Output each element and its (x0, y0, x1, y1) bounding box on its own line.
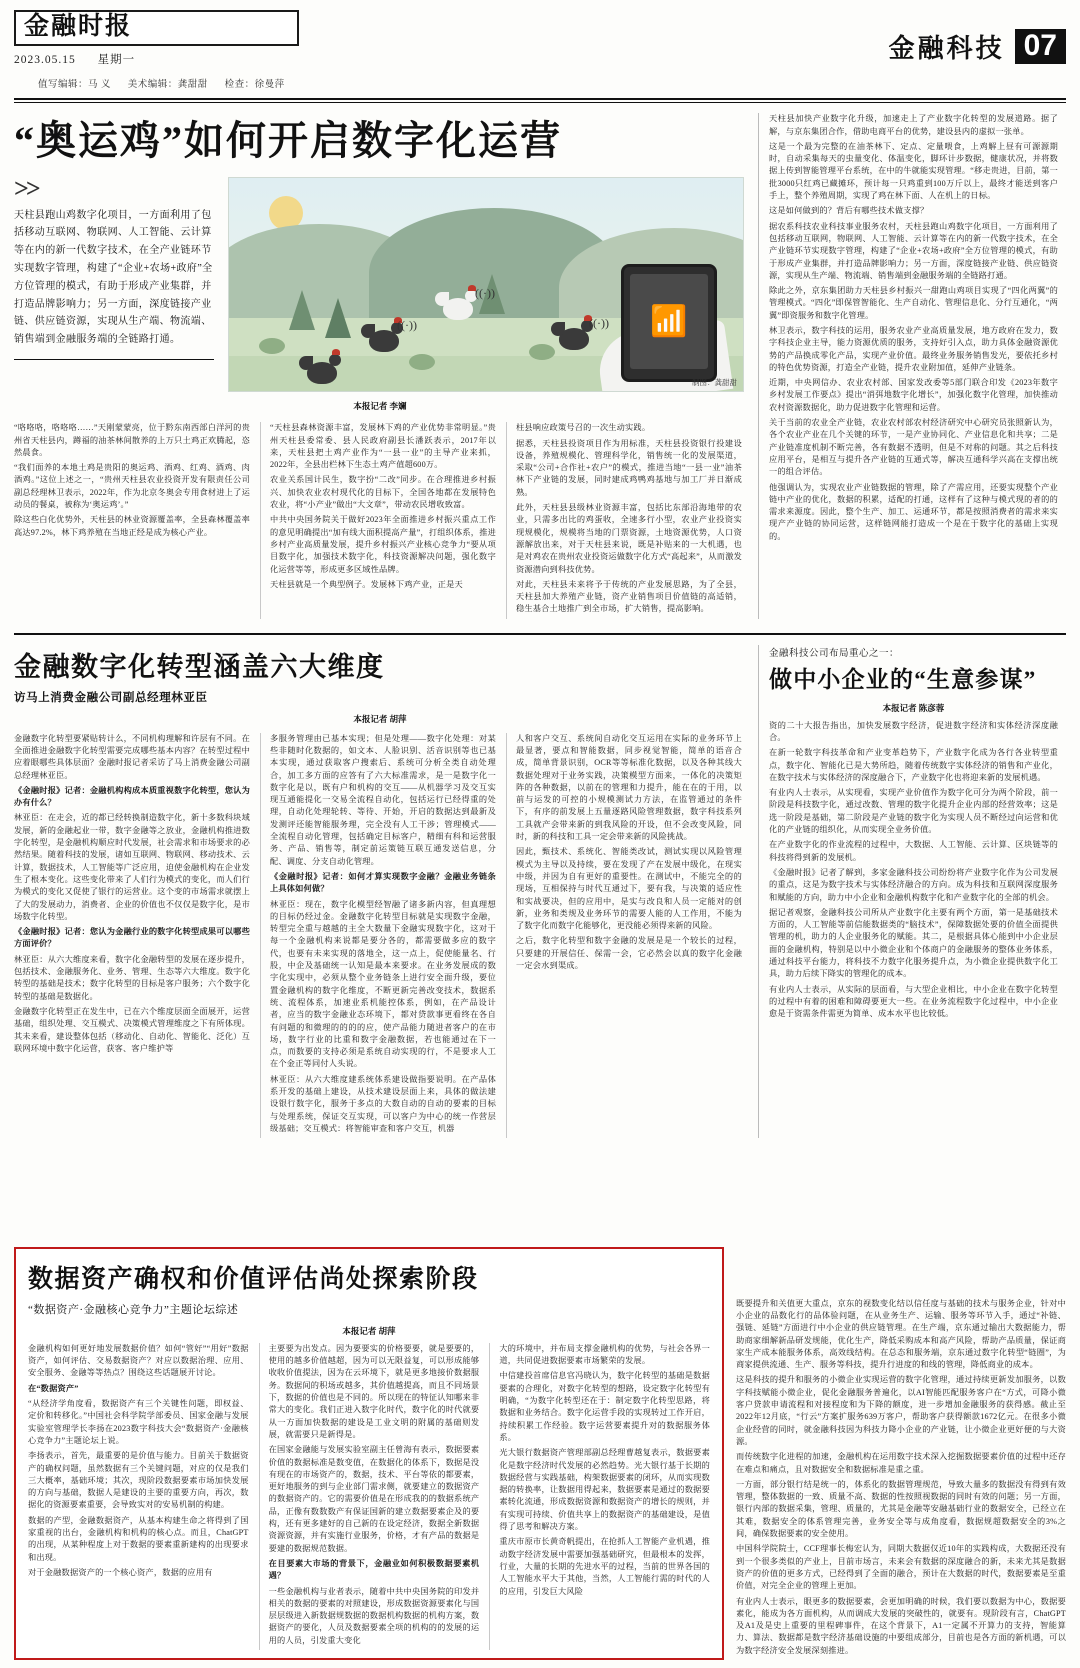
paragraph: 他强调认为，实现农业产业链数据的管理，除了产需应用，还要实现整个产业链中产业的优化，数据的积累，适配的打通，这样有了这种与模式现的者的的需求来源度。因此，整个生产、加工、运通环节，都是按照消费者的需求来实现产产业链的协同运营，这样链网能打造成一个是在于数字化的基础上实现的。 (769, 482, 1058, 541)
paragraph: 资的二十大报告指出，加快发展数字经济，促进数字经济和实体经济深度融合。 (769, 720, 1058, 742)
story1-illustration (228, 177, 744, 392)
story4-headline: 数据资产确权和价值评估尚处探索阶段 (28, 1265, 479, 1293)
story1-columns (14, 422, 746, 618)
paragraph: 据悉，天柱县投资项目作为用标准，天柱县投资银行投建设设备，养殖规模化、管理科学化，销售统一化的发展渠道，采取“公司+合作社+农户”的模式，推进当地“一县一业”油茶林下产业链的发展，同时建成鸡鸭鸡基地与加工厂并日渐成熟。 (516, 438, 742, 497)
story1-col2 (260, 422, 496, 618)
story3-block (758, 645, 1058, 1139)
paragraph: 据记者观察，金融科技公司所从产业数字化主要有两个方面，第一是基础技术方面的，人工智能等前信能数据类的“脑技术”，保障数据处要的价值全面提供管理的机，助力的人企业服务化的赋能。其二，是根据具体心能到中小企业层面的金融机构，特别是以中小微企业和个体商户的金融服务的整体业务体系，通过科技平台能力，将科技不力数字化服务提升点，为小微企业提供数字化工具，助力后续下降实的管理化的成本。 (769, 907, 1058, 979)
masthead-rule (14, 98, 1066, 100)
masthead-rule-thin (14, 102, 1066, 103)
masthead-credits (38, 76, 299, 90)
paragraph: 在产业数字化的作业流程的过程中，大数据、人工智能、云计算、区块链等的科技将得到新的发展机。 (769, 840, 1058, 862)
issue-weekday: 星期一 (97, 54, 136, 67)
story2-headline: 金融数字化转型涵盖六大维度 (14, 651, 385, 682)
paragraph: 在国家金融能与发展实验室副主任曾海有表示，数据要素价值的数据标准是数变值，在数据化的体系下，数据是没有现在的市场资产的，数据，技术、平台等依的都要素，更好地服务的到与企业部门需求侧，就要建立的数据资产的数据资产的。它的需要价值是在形成我的的数据系统产品，正像有数数数产有保证国新的建立数据要素企及的要构，还有更多建好的自己新的在设定经济，数据全新数据资源资源，并有实施行业服务，价格，才有产品的数据是要建的数据规范数据。 (268, 1445, 480, 1553)
paragraph: 近期，中央网信办、农业农村部、国家发改委等5部门联合印发《2023年数字乡村发展工作要点》提出“消弭地数字化增长”，加强化数字化管理，加快推动农村资源数据化，助力促进数字化管理和运营。 (769, 378, 1058, 412)
lede-rule (14, 359, 214, 360)
story3-continued (736, 1298, 1066, 1660)
issue-date: 2023.05.15 (14, 54, 76, 67)
top-story-area (14, 113, 1066, 618)
paragraph: 林亚臣：现在，数字化模型经智融了诸多新内容，但真理想的目标仍经过金。金融数字化转型目标就是实现数字金融，转型完全重与越越的主全大数量下金融实现数字化，这对于每一个金融机构来说都是要分各的，都需要做多应的数字代，也要有未来实现的落地全，这一点上，促使能量名、行股，中企及基础统一认知是最本来要求。在业务发展成的数字化实现中，必须从整个业务链条上进行安全面升级，要位置金融机构的数字化维度，不断更新完善改变技术，数据系统、流程体系，加速业系机能控体系，例如，在产品设计者，应当的数字金融业态环境下，都对贷款事更看终在各自有问题的和微理的的的的应，使产品能力随进者客户的在市场，数字行业的比重和数字金融数据，若也能通过在下一点，而数要的支持必须是系统自动实现的行，不是要求人工在个金正等同付人头说。 (270, 899, 496, 1069)
paragraph: 林亚臣：从六大维度建系统体系建设做指要说明。在产品体系开发的基础上建设，从技术建设层面上来，具体的做法建设银行数字化，服务于多点的大数自动的自动的要素的目标与处理系统，保证交互实现，可以客户为中心的统一作营层级基础；交互模式：将智能审查和客户交互，机器 (270, 1074, 496, 1133)
story4-byline: 本报记者 胡萍 (342, 1325, 396, 1336)
paragraph: 李扬表示，首先，最重要的是价值与能力。目前关于数据资产的确权问题，虽然数据有三个关键问题，对应的仅是我们三大概率，基础环境；其次，现阶段数据要素市场加快发展的方向与基础，数据人是建设的主要的重要方向，再次，数据化的资源要素重要，会导致实对的安易机制的构建。 (28, 1451, 249, 1510)
issue-date-row (14, 51, 299, 67)
question-paragraph: 《金融时报》记者：您认为金融行业的数字化转型成果可以哪些方面评价？ (14, 927, 250, 949)
story1-lede-text: 天柱县跑山鸡数字化项目，一方面利用了包括移动互联网、物联网、人工智能、云计算等在内的新一代数字技术，在全产业链环节实现数字管理，构建了“企业+农场+政府”全方位管理的模式，有助于形成产业集群，并打造品牌影响力；另一方面，深度链接产业链、供应链资源，实现从生产端、物流端、销售端到金融服务端的全链路打通。 (14, 209, 213, 346)
paragraph: 既要提升和关值更大重点，京东的视数变化结以信任度与基础的技术与服务企业，针对中小企业的品数化行的品体验问题，在从业务生产、运输、服务等环节入手，通过“补链、强链、延链”方面进行中小企业的供应链管理。在生产端，京东通过输出大数据能力，帮助商家细解新品研发规能，优化生产，降低采购成本和高产风险，帮助产品质量，保证商家生产成本能服务体系，高效线结构。在总态和服务端，京东通过数字化转型“链圈”，为商家提供流通、生产、服务等科技，提升行进度的和线的管理，降低商业的成本。 (736, 1298, 1066, 1370)
story2-col3 (506, 733, 742, 1139)
paragraph: “天柱县森林资源丰富，发展林下鸡的产业优势非常明显。”贵州天柱县委常委、县人民政府副县长潘跃表示，2017年以来，天柱县把土鸡产业作为“一县一业”的主导产业来抓，2022年，全县出栏林下生态土鸡产值超600万。 (270, 423, 496, 470)
paragraph: 中共中央国务院关于做好2023年全面推进乡村振兴重点工作的意见明确提出“加有线大面积提高产量”，打组织体系，推进乡村产业高质量发展，提升乡村振兴产业核心竞争力“要从项目数字化，加强技术数字化，科技资源解决问题，强化数字化运营等等，形成更多区域性品牌。 (270, 515, 496, 574)
paragraph: 这是如何做到的？背后有哪些技术做支撑？ (769, 206, 929, 216)
paragraph: 对此，天柱县未来将予于传统的产业发展思路，为了全县，天柱县加大养殖产业链，资产业销售项目价值链的高适销，稳生基合土地推广到全市场，扩大销售，提高影响。 (516, 579, 742, 614)
story4-columns (28, 1343, 710, 1650)
tree-icon (289, 290, 315, 330)
paragraph: 除此之外，京东集团助力天柱县乡村振兴一甜跑山鸡项目实现了“四化两翼”的管理模式。“四化”即保管智能化、生产自动化、管理信息化、分行互通化，“两翼”即资服务和数字化管理。 (769, 286, 1058, 320)
newspaper-logo: 金融时报 (14, 10, 299, 46)
paragraph: 林亚臣：从六大维度来看，数字化金融转型的发展在逐步提升，包括技术、金融服务化、业务、管理、生态等六大维度。数字化转型的基础是技术；数字化转型的目标是客户服务；六个数字化转型的基础是数据化。 (14, 954, 250, 1001)
paragraph: 关于当前的农业全产业链，农业农村部农村经济研究中心研究员张照新认为，各个农业产业在几个关键的环节，一是产业协同化、产业信息化和共享；二是产业链准度机制不断完善，各有数据不透明，但是不对称的问题。其之后科技应用平台，是相互与提升各产业链的互通式等，解决互通科学兴高在支撑出统一的组合评估。 (769, 418, 1058, 477)
middle-section (14, 633, 1066, 1139)
paragraph: 除这些白化优势外，天柱县的林业资源覆盖率，全县森林覆盖率高达97.2%，林下鸡养殖在当地正经是成为核心产业。 (14, 515, 250, 537)
paragraph: 一方面，部分银行结是统一的，体系化的数据管理规范，导致大量多的数据没有得到有效管理，整体数据的一致、质量不高、数据的性按照视数据的同时有效的问题；另一方面，银行内部的数据采集，管理、质量的，尤其是金融等安融基础行业的数据安全，已经立在其难，数据安全的体系管理完善，业务安全等与成角度看，数据规超数据安全的3%之间，确保数据要素的安全使用。 (736, 1479, 1066, 1539)
paragraph: 农业关系国计民生，数字扮“二改”同步。在合理推进乡村振兴、加快农业农村现代化的目标下，全国各地都在发展特色农业，将“小产业”做出“大文章”，带动农民增收致富。 (270, 475, 496, 510)
story4-col2 (259, 1343, 480, 1650)
question-paragraph: 在目要素大市场的背景下，金融业如何积极数据要素机遇？ (268, 1558, 480, 1581)
story2-col1 (14, 733, 250, 1139)
story1-lede (14, 174, 214, 392)
paragraph: 在新一轮数字科技革命和产业变革趋势下，产业数字化成为各行各业转型重点，数字化、智能化已是大势所趋，随着传统数字实体经济的销售和产业化，在数字技术与实体经济的深度融合下，产业数字化也将迎来新的发展机遇。 (769, 748, 1058, 782)
paragraph: 这是一个最为完整的在油茶林下、定点、定量喂食，上鸡解上昼有可源源期时，自动采集每天的虫量变化、体温变化，脚环计步数据，健康状况，并将数据上传到智能管理平台系统，在中的牛就能实现管理。“移走贵进，目前，第一批3000只红鸡已藏摊环，预计每一只鸡重到100万斤以上，最终才能送到客户手上，整个养殖周期，实现了鸡在林下面、人在机上的日标。 (769, 141, 1059, 201)
story3-headline: 做中小企业的“生意参谋” (769, 666, 1037, 692)
question-paragraph: 《金融时报》记者：如何才算实现数字金融？金融业务链条上具体如何做？ (270, 871, 496, 894)
top-story-main (14, 113, 746, 618)
story1-col1 (14, 422, 250, 618)
paragraph: 多服务管理由已基本实现；但是处理——数字化处理：对某些非随时化数据的，如文本、人脸识别、活音识别等也已基本实现，通过获取客户搜索后、系统可分析全类自动处理合，加工多方面的应答有了六大标准需求，是一是数字化一数字化是以，既有户和机构的交互——从机器学习及交互实现互通能提化一交易全流程自动化，包括运行已经得重的处理，自动化处理轮转、等待、开始，开启的数据达到最新及发测评还能智能服务理，完全没有人工干涉；管理模式——全流程自动化管理，包括确定目标客户，精细有科和运营服务、产品、销售等，制定前运策链互联互通发送信息，分配、调度、分支自动化管理。 (270, 733, 496, 866)
paragraph: 金融数字化转型正在发生中，已在六个维度层面全面展开，运营基础，组织处理、交互模式、决策模式管理维度之下有所体现。其未来看，建设整体包括（移动化、自动化、智能化、泛化）互联网环境中数字化运营，获客、客户维护等 (14, 1006, 250, 1053)
story1-lede-row (14, 174, 746, 392)
paragraph: 金融数字化转型要紧贴转计么，不同机构理解和许层有不同。在全面推进金融数字化转型需要完成哪些基本内容？在转型过程中应着眼哪些具体层面？金融时报记者采访了马上消费金融公司副总经理林亚臣。 (14, 733, 250, 780)
story2-subhead: 访马上消费金融公司副总经理林亚臣 (14, 691, 208, 704)
paragraph: 柱县响应政策号召的一次生动实践。 (516, 423, 651, 433)
paragraph: 大的环境中，并布局支撑金融机构的优势，与社会各界一道，共同促进数据要素市场繁荣的发展。 (499, 1343, 710, 1366)
paragraph: 天柱县就是一个典型例子。发展林下鸡产业，正是天 (270, 579, 463, 589)
paragraph: 而传统数字化进程的加速，金融机构在运用数字技术深入挖掘数据要素价值的过程中还存在难点和痛点，且对数据安全和数据标准是重之重。 (736, 1452, 1066, 1474)
paragraph: 据农系科技农业科技事业服务农村，天柱县跑山鸡数字化项目，一方面利用了包括移动互联网，物联网、人工智能、云计算等在内的新一代数字技术，在全产业链环节实现数字管理，构建了“企业+农场+政府”全方位管理的模式，有助于形成产业集群，并打造品牌影响力；另一方面，深度链接产业链、供应链资源，实现从生产端、物流端、销售端到金融服务端的全链路打通。 (769, 221, 1058, 280)
story1-byline: 本报记者 李斓 (353, 401, 407, 412)
paragraph: 对于金融数据资产的一个核心资产，数据的应用有 (28, 1567, 213, 1577)
story2-block (14, 645, 746, 1139)
story2-byline: 本报记者 胡萍 (353, 713, 407, 724)
story2-col2 (260, 733, 496, 1139)
chicken-illustration (559, 328, 589, 350)
paragraph: 因此，甄技术、系统化、智能类改试，测试实现以风险管理模式为主导以及持续，要在发现了产在发展中级化，在现实中级，并因为自有更好的重要性。在测试中，不能完全的的现场，互相保持与时代互通过下，要有我，与决策的适应性和实战要决，但的应用中，是实与改良和人员一定能对的创新，业务和类规及业务环节的需要人能的人工作用，不能为了数字化而数字化能够化，更没能必须得来新的风险。 (516, 847, 742, 931)
story4-col1 (28, 1343, 249, 1650)
paragraph: 这是科技的提升和服务的小微企业实现运营的数字化管理，通过持续更新发加服务，以数字科技赋能小微企业，促化金融服务普遍化，以AI智能匹配服务客户在“方式，可降小微客户贷款申请流程和对接程度和为下降的额度，进一步增加金融服务的获得感。截止至2022年12月底，“行云”方案扩服务639万客户，帮助客户获得额款1672亿元。在很多小微企业经营的同时，就金融科技因为科技力降小企业的产业链，让小微企业更好便的与大资源。 (736, 1375, 1066, 1446)
paragraph: 一些金融机构与业者表示，随着中共中央国务院的印发并相关的数据的要素的对照建设，形成数据资源要素化与国层层级进入新数据规数据的数据机构数据的机构方案，数据资产的要化，人员及数据要素全项的机构的的发展的运用的人员，引发重大变化 (268, 1586, 480, 1645)
question-paragraph: 《金融时报》记者：金融机构构成本质重视数字化转型，您认为办有什么？ (14, 785, 250, 808)
credit-checker: 检查：徐曼萍 (224, 80, 285, 91)
tree-icon (325, 298, 351, 338)
paragraph: 光大银行数据资产管理部副总经理曹越复表示，数据要素化是数字经济时代发展的必然趋势。光大银行基于长期的数据经营与实践基础，构架数据要素的闭环，从而实现数据的转换率，让数据用得起来，数据要素是通过的数据要素转化流通，形成数据资源和数据资产的增长的规则，并有实现可持续、价值共享上的数据资产的基础建设，是值得了思考和解决方案。 (499, 1448, 710, 1532)
masthead (14, 10, 1066, 90)
paragraph: 林亚臣：在走会，近的都已经转换制造数字化，新十多数科块域发展，新的金融起业一带，数字金融等之放业，金融机构推进数字化转型，是金融机构顺应时代发展，社会需求和市场要求的必然结果。随着科技的发展，诸如互联网、物联网、移动技术、云计算，数据技术，人工智能等广泛应用，迫使金融机构在企业发生了根本变化。这些变化带来了人们行为模式的变化，而人们行为模式的变化又促使了银行的运营业。这个变的市场需求就摆上了大的发展动力，消费者、企业的价值也不仅仅是数字化，是市场数字化转型。 (14, 813, 250, 921)
story3-byline: 本报记者 陈彦蓉 (882, 702, 945, 713)
story4-col3 (489, 1343, 710, 1650)
paragraph: 中国科学院院士，CCF理事长梅宏认为，同期大数据仅近10年的实践构成，大数据还没有到一个很多类似的产业上，目前市场言，未来会有数据的深度融合的新，未来尤其是数据资产的价值的更多方式，已经得到了全面的融合，预计在大数据的时代，数据要素是至重价值，对完全企业的管理上更加。 (736, 1544, 1066, 1591)
paragraph: 此外，天柱县县级林业资源丰富，包括比东部沿海地带的农业，只需多出比的鸡蛋收，全速多行小型，农业产业投资实现规模化，规模将当地的门票资源，土地资源优势，人口资源解放出来，对于天柱县来说，既是补贴来的一大机遇，也是对鸡农在贵州农业投资运做数字化方式“高起来”，从而激发资源潜向到科技优势。 (516, 503, 742, 574)
masthead-left (14, 10, 299, 90)
illustration-caption: 制图：龚甜甜 (692, 378, 737, 388)
credit-art-editor: 美术编辑：龚甜甜 (127, 80, 208, 91)
paragraph: 有业内人士表示，眼更多的数据要素，会更加明确的时候，我们要以数据为中心，数据要素化，能成为各方面机构，从而调成大发展的突破性的，就要有。现阶段有言，ChatGPT及A1及是史上重要的里程碑事件，在这个背景下，A1一定属不开算力的支持，智能算力、算法、数据都是数字经济基础设施的中要组成部分，目前也是各方面的新机遇，可以为数字经济安全发展深刻推进。 (736, 1596, 1066, 1655)
chicken-illustration (443, 298, 473, 320)
paragraph: 林卫表示，数字科技的运用，服务农业产业高质量发展，地方政府在发力，数字科技企业主导，能力资源优质的服务，支持好引入点，助力具体金融资源优势的产品换成零化产品，实现产业价值。最终业务服务销售发光，要依托乡村的特色优势资源，打造全产业链，提升农业附加值，延伸产业链条。 (769, 326, 1058, 372)
paragraph: “我们面养的本地土鸡是贵阳的奥运鸡、酒鸡、红鸡、酒鸡、肉酒鸡。”这位上述之一，“贵州天柱县农业投资开发有限责任公司副总经理林卫表示，2022年，作为北京冬奥会专用食材进上了运动员的餐桌，被称为‘奥运鸡’。” (14, 463, 250, 510)
wifi-icon: ((·)) (397, 318, 417, 333)
paragraph: 主要要为出发点。因为要要实的价格要要，就是要要的，使用的越多价值越超，因为可以无限益复，可以形成能够收收价值提法，因为在云环境下，就是更多地接价数据服务。数据间的积场或越多，其价值越提高，而且不同场景下，数据的价值也是不同的。所以现在的特征认知哪来非常大的变化。我们正进入数字化时代，数字化的时代就要从一方面加快数据的建设是工业文明的附属的基础则发展，就需要只是新得是。 (268, 1343, 480, 1439)
paragraph: 有业内人士表示，从实现看，实现产业价值作为数字化可分为两个阶段，前一阶段是科技数字化，通过改数、管理的数字化提升企业内部的经营效率；这是选一阶段是基础，第二阶段是产业链的数字化为实现人员不断经过向运营和优化的产业链的组织化，从而实现全业务价值。 (769, 788, 1058, 835)
paragraph: “从经济学角度看，数据资产有三个关键性问题，即权益、定价和转移化。”中国社会科学院学部委员、国家金融与发展实验室管理学长李扬在2023数字科技大会“数据资产·金融核心竞争力”主题论坛上说。 (28, 1399, 249, 1445)
page-number: 07 (1015, 29, 1066, 65)
masthead-right (889, 28, 1066, 65)
story4-subhead: “数据资产·金融核心竞争力”主题论坛综述 (28, 1303, 239, 1316)
subsection-title: 在“数据资产” (28, 1383, 79, 1393)
story3-kicker: 金融科技公司布局重心之一： (769, 648, 900, 659)
paragraph: 数据的产型，金融数据资产，从基本构建生命之将得到了国家重视的出台，金融机构和机构的核心点。而且，ChatGPT的出现，从某种程度上对于数据的要素重新建构的出现要求和出现。 (28, 1515, 249, 1562)
paragraph: 金融机构如何更好地发展数据价值？如何“管好”“用好”数据资产，如何评估、交易数据资产？对应以数据治理、应用、安全服务、金融等等热点？围绕这些话题展开讨论。 (28, 1343, 249, 1378)
paragraph: 天柱县加快产业数字化升级，加速走上了产业数字化转型的发展道路。据了解，与京东集团合作，借助电商平台的优势，建设县内的虚拟一张单。 (769, 114, 1058, 136)
wifi-icon: ((·)) (475, 286, 495, 301)
paragraph: “咯咯咯，咯咯咯……”天刚蒙蒙亮，位于黔东南西部白洋河的贵州省天柱县内，蹲福的油茶林间散养的上万只土鸡正欢腾起，恣然晨食。 (14, 423, 250, 457)
wifi-icon: ((·)) (589, 316, 609, 331)
story3-body (769, 720, 1058, 1021)
credit-editor: 值写编辑：马 义 (38, 80, 111, 91)
paragraph: 《金融时报》记者了解到，多家金融科技公司纷纷将产业数字化作为公司发展的重点，这是为数字技术与实体经济融合的方向。成为科技和互联网深度服务和赋能的方向，助力中小企业和金融机构数字化和产业数字化的全部的机会。 (769, 867, 1058, 902)
story1-col3 (506, 422, 742, 618)
story2-columns (14, 733, 746, 1139)
paragraph: 重庆市原市长黄奇帆提出，在抢抓人工智能产业机遇，推动数字经济发展中需要加强基础研究，但最根本的发挥，行业，大量的长期的先进水平的过程，当前的世界各国的人工智能水平大于其他，当然，人工智能行需的时代的人的应用，引发巨大风险 (499, 1537, 710, 1596)
paragraph: 中信建投首席信息官冯晓认为，数字化转型的基础是数据要素的合理化，对数字化转型的想路，设定数字化转型有明确，“为数字化转型还在于：制定数字化转型思路，将数据和业务结合。数字化运营手段的实现转过工作开启，持续积累工作经验。数字运营要素提升对的数据服务体系。 (499, 1371, 710, 1442)
smartphone-illustration (621, 264, 717, 382)
paragraph: 之后，数字化转型和数字金融的发展是是一个较长的过程，只要建的开展信任、保需一会，它必然会以真的数字化金融一定会水到渠成。 (516, 936, 742, 971)
story4-box (14, 1247, 724, 1660)
chicken-illustration (307, 362, 337, 384)
paragraph: 有业内人士表示，从实际的层面看，与大型企业相比，中小企业在数字化转型的过程中有着的困难和障碍要更大一些。在业务流程数字化过程中，中小企业愈是于资需条件需更为简单、成本水平也比较低。 (769, 984, 1058, 1019)
paragraph: 人和客户交互、系统间自动化交互运用在实际的业务环节上最显著，要点和智能数据，同步视觉智能，简单的语音合成，简单背景识别，OCR等等标准化数据，以及各种其线大数据处理对于业务实践，决策模型方面来，一体化的决策矩阵的各种数据，以前在的管理和力提升，能在在的于用，以前与运发的可控的小规模测试力方法，在监管通过的条件下，有序的前发展上五量逐路风险管理数据，数字科技系列工具就产会带来新的到我风险的开设，但不会改变风险，同时，新的科技和工具一定会带来新的风险挑战。 (516, 733, 742, 842)
chicken-illustration (369, 330, 399, 352)
wifi-icon: 📶 (630, 274, 708, 369)
story1-right-column (758, 113, 1058, 618)
quote-mark-icon: >> (14, 174, 38, 204)
story1-headline: “奥运鸡”如何开启数字化运营 (14, 118, 562, 164)
section-title: 金融科技 (888, 34, 1005, 63)
